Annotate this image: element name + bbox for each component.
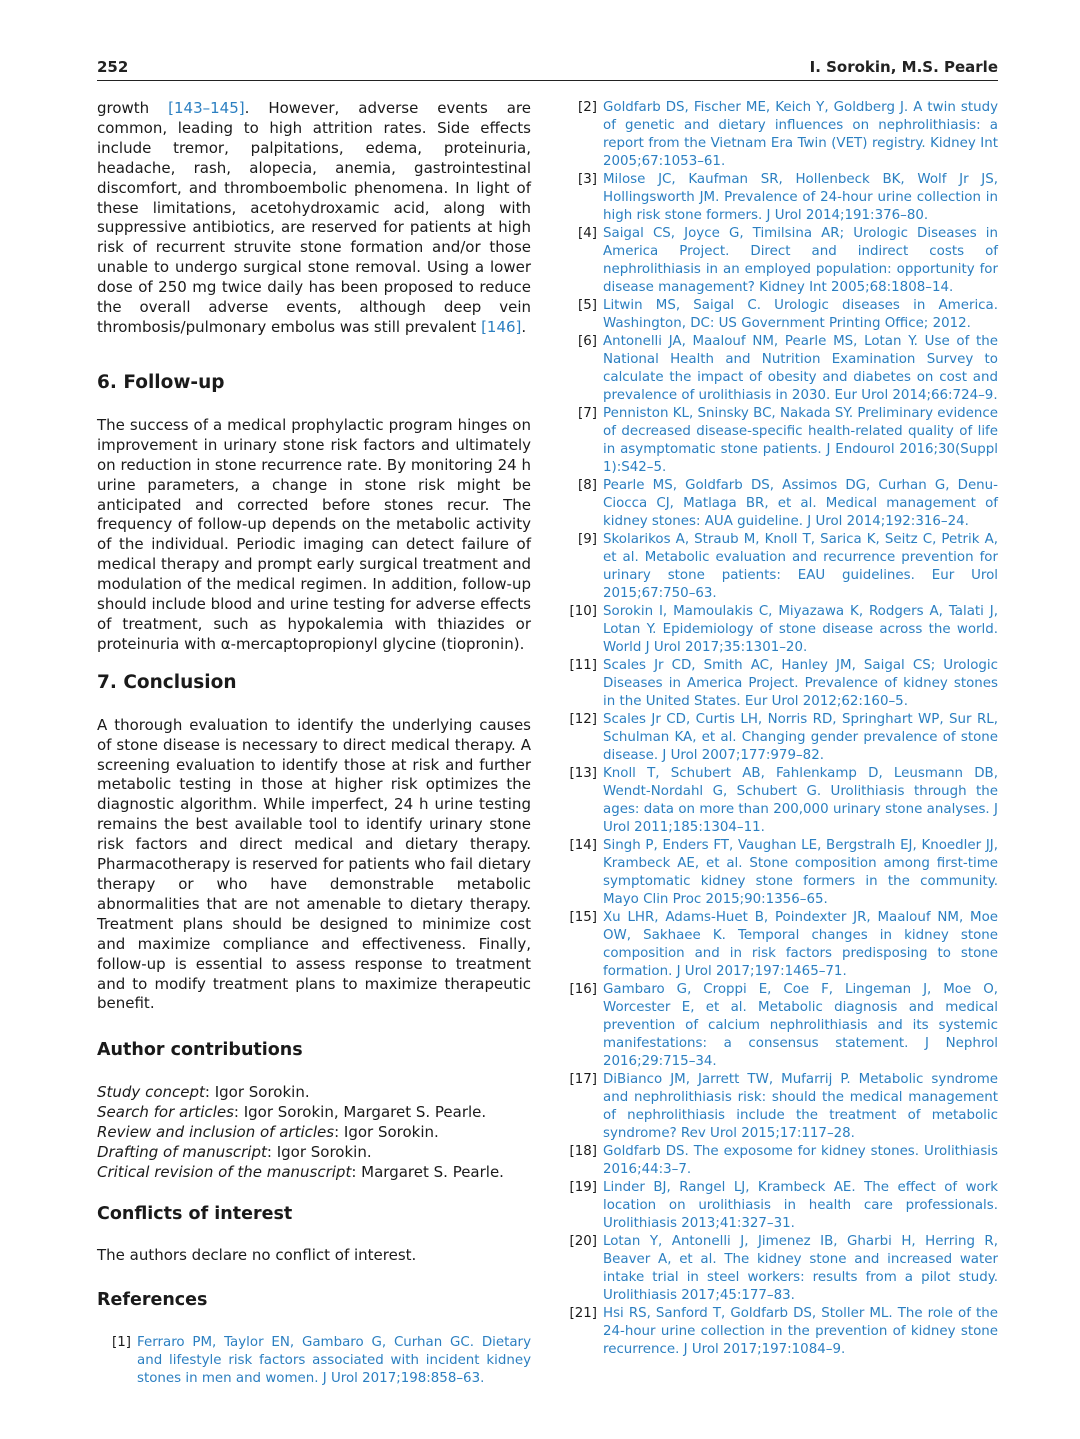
contribution-line xyxy=(97,1122,531,1142)
reference-number: [6] xyxy=(578,334,597,349)
contribution-value: : Igor Sorokin. xyxy=(204,1083,310,1102)
reference-text: Antonelli JA, Maalouf NM, Pearle MS, Lotan Y. Use of the National Health and Nutrition Examination Survey to calculate the impact of obesity and diabetes on cost and prevalence of urolithiasis in 2030. Eur Urol 2014;66:724–9. xyxy=(603,334,998,403)
intro-paragraph xyxy=(97,99,531,338)
reference-text: Skolarikos A, Straub M, Knoll T, Sarica K, Seitz C, Petrik A, et al. Metabolic evaluation and recurrence prevention for urinary stone patients: EAU guidelines. Eur Urol 2015;67:750–63. xyxy=(603,532,998,601)
reference-number: [20] xyxy=(569,1234,597,1249)
reference-number: [17] xyxy=(569,1072,597,1087)
reference-item[interactable] xyxy=(569,1179,998,1233)
reference-text: Goldfarb DS. The exposome for kidney stones. Urolithiasis 2016;44:3–7. xyxy=(603,1144,998,1177)
contributions-list xyxy=(97,1082,531,1182)
reference-item[interactable] xyxy=(569,603,998,657)
reference-text: Saigal CS, Joyce G, Timilsina AR; Urologic Diseases in America Project. Direct and indirect costs of nephrolithiasis in an employed population: opportunity for disease management? Kidney Int 2005;68:1808–14. xyxy=(603,226,998,295)
conclusion-paragraph: A thorough evaluation to identify the underlying causes of stone disease is necessary to direct medical therapy. A screening evaluation to identify those at risk and further metabolic testing in those at higher risk optimizes the diagnostic algorithm. While imperfect, 24 h urine testing remains the best available tool to identify urinary stone risk factors and direct medical and dietary therapy. Pharmacotherapy is reserved for patients who fail dietary therapy or who have demonstrable metabolic abnormalities that are not amenable to dietary therapy. Treatment plans should be designed to minimize cost and maximize compliance and effectiveness. Finally, follow-up is essential to assess response to treatment and to modify treatment plans to maximize therapeutic benefit. xyxy=(97,715,531,1013)
reference-item[interactable] xyxy=(569,711,998,765)
reference-text: Goldfarb DS, Fischer ME, Keich Y, Goldberg J. A twin study of genetic and dietary influences on nephrolithiasis: a report from the Vietnam Era Twin (VET) registry. Kidney Int 2005;67:1053–61. xyxy=(603,100,998,169)
section-heading-conclusion: 7. Conclusion xyxy=(97,671,237,693)
section-heading-followup: 6. Follow-up xyxy=(97,371,225,393)
reference-number: [21] xyxy=(569,1306,597,1321)
reference-text: Scales Jr CD, Smith AC, Hanley JM, Saigal CS; Urologic Diseases in America Project. Prevalence of kidney stones in the United States. Eur Urol 2012;62:160–5. xyxy=(603,658,998,709)
right-column xyxy=(569,99,998,1359)
reference-item[interactable] xyxy=(569,297,998,333)
page-header xyxy=(97,56,998,81)
reference-number: [19] xyxy=(569,1180,597,1195)
reference-number: [13] xyxy=(569,766,597,781)
section-heading-references: References xyxy=(97,1290,208,1311)
citation-link[interactable]: [146] xyxy=(481,317,522,336)
reference-item[interactable] xyxy=(569,531,998,603)
reference-item[interactable] xyxy=(569,225,998,297)
left-column xyxy=(97,99,531,1388)
reference-item[interactable] xyxy=(569,981,998,1071)
reference-number: [4] xyxy=(578,226,597,241)
reference-number: [18] xyxy=(569,1144,597,1159)
reference-number: [14] xyxy=(569,838,597,853)
intro-text-before: growth xyxy=(97,99,169,117)
reference-text: Linder BJ, Rangel LJ, Krambeck AE. The effect of work location on urolithiasis in health care professionals. Urolithiasis 2013;41:327–31. xyxy=(603,1180,998,1231)
reference-item[interactable] xyxy=(569,1143,998,1179)
contribution-label: Review and inclusion of articles xyxy=(97,1123,335,1142)
reference-item[interactable] xyxy=(569,477,998,531)
contribution-value: : Igor Sorokin, Margaret S. Pearle. xyxy=(233,1103,487,1122)
reference-text: Knoll T, Schubert AB, Fahlenkamp D, Leusmann DB, Wendt-Nordahl G, Schubert G. Urolithiasis through the ages: data on more than 200,000 urinary stone analyses. J Urol 2011;185:1304–11. xyxy=(603,766,998,835)
contribution-line xyxy=(97,1102,531,1122)
section-heading-contributions: Author contributions xyxy=(97,1040,303,1061)
reference-text: Milose JC, Kaufman SR, Hollenbeck BK, Wolf Jr JS, Hollingsworth JM. Prevalence of 24-hour urine collection in high risk stone formers. J Urol 2014;191:376–80. xyxy=(603,172,998,223)
contribution-line xyxy=(97,1142,531,1162)
reference-text: DiBianco JM, Jarrett TW, Mufarrij P. Metabolic syndrome and nephrolithiasis risk: should the medical management of nephrolithiasis include the treatment of metabolic syndrome? Rev Urol 2015;17:117–28. xyxy=(603,1072,998,1141)
reference-text: Ferraro PM, Taylor EN, Gambaro G, Curhan GC. Dietary and lifestyle risk factors associated with incident kidney stones in men and women. J Urol 2017;198:858–63. xyxy=(137,1335,531,1387)
contribution-line xyxy=(97,1082,531,1102)
contribution-label: Drafting of manuscript xyxy=(97,1143,267,1162)
reference-number: [8] xyxy=(578,478,597,493)
reference-number: [15] xyxy=(569,910,597,925)
reference-number: [12] xyxy=(569,712,597,727)
reference-number: [16] xyxy=(569,982,597,997)
reference-number: [2] xyxy=(578,100,597,115)
reference-item[interactable] xyxy=(569,909,998,981)
contribution-value: : Igor Sorokin. xyxy=(334,1123,439,1142)
reference-list-right xyxy=(569,99,998,1359)
reference-item[interactable] xyxy=(569,405,998,477)
section-heading-conflicts: Conflicts of interest xyxy=(97,1204,293,1225)
reference-text: Lotan Y, Antonelli J, Jimenez IB, Gharbi H, Herring R, Beaver A, et al. The kidney stone and increased water intake trial in steel workers: results from a pilot study. Urolithiasis 2017;45:177–83. xyxy=(603,1234,998,1303)
contribution-value: : Margaret S. Pearle. xyxy=(351,1163,504,1182)
reference-item[interactable] xyxy=(569,1233,998,1305)
reference-item[interactable] xyxy=(569,1071,998,1143)
contribution-label: Critical revision of the manuscript xyxy=(97,1163,352,1182)
contribution-line xyxy=(97,1162,531,1182)
reference-number: [9] xyxy=(578,532,597,547)
reference-item[interactable] xyxy=(569,99,998,171)
reference-item[interactable] xyxy=(569,837,998,909)
reference-text: Hsi RS, Sanford T, Goldfarb DS, Stoller ML. The role of the 24-hour urine collection in the prevention of kidney stone recurrence. J Urol 2017;197:1084–9. xyxy=(603,1306,998,1357)
reference-text: Scales Jr CD, Curtis LH, Norris RD, Springhart WP, Sur RL, Schulman KA, et al. Changing gender prevalence of stone disease. J Urol 2007;177:979–82. xyxy=(603,712,998,763)
reference-list-left xyxy=(103,1334,531,1388)
reference-text: Xu LHR, Adams-Huet B, Poindexter JR, Maalouf NM, Moe OW, Sakhaee K. Temporal changes in kidney stone composition and in risk factors predisposing to stone formation. J Urol 2017;197:1465–71. xyxy=(603,910,998,979)
running-head: I. Sorokin, M.S. Pearle xyxy=(809,58,998,76)
reference-number: [5] xyxy=(578,298,597,313)
conflicts-paragraph: The authors declare no conflict of interest. xyxy=(97,1246,417,1265)
reference-text: Sorokin I, Mamoulakis C, Miyazawa K, Rodgers A, Talati J, Lotan Y. Epidemiology of stone disease across the world. World J Urol 2017;35:1301–20. xyxy=(603,604,998,655)
reference-item[interactable] xyxy=(569,657,998,711)
reference-item[interactable] xyxy=(569,333,998,405)
reference-number: [11] xyxy=(569,658,597,673)
reference-text: Penniston KL, Sninsky BC, Nakada SY. Preliminary evidence of decreased disease-specific health-related quality of life in asymptomatic stone patients. J Endourol 2016;30(Suppl 1):S42–5. xyxy=(603,406,998,475)
reference-number: [10] xyxy=(569,604,597,619)
intro-text-end: . xyxy=(521,317,527,336)
page-number: 252 xyxy=(97,58,129,76)
reference-item[interactable] xyxy=(569,1305,998,1359)
intro-text-after: . However, adverse events are common, leading to high attrition rates. Side effects include tremor, palpitations, edema, proteinuria, headache, rash, alopecia, anemia, gastrointestinal discomfort, and thromboembolic phenomena. In light of these limitations, acetohydroxamic acid, along with suppressive antibiotics, are reserved for patients at high risk of recurrent struvite stone formation and/or those unable to undergo surgical stone removal. Using a lower dose of 250 mg twice daily has been proposed to reduce the overall adverse events, although deep vein thrombosis/pulmonary embolus was still prevalent xyxy=(97,99,531,336)
reference-number: [7] xyxy=(578,406,597,421)
reference-text: Singh P, Enders FT, Vaughan LE, Bergstralh EJ, Knoedler JJ, Krambeck AE, et al. Stone composition among first-time symptomatic kidney stone formers in the community. Mayo Clin Proc 2015;90:1356–65. xyxy=(603,838,998,907)
reference-item[interactable] xyxy=(569,171,998,225)
reference-number: [1] xyxy=(112,1335,131,1351)
reference-item[interactable] xyxy=(569,765,998,837)
citation-link[interactable]: [143–145] xyxy=(168,99,245,117)
reference-number: [3] xyxy=(578,172,597,187)
reference-text: Gambaro G, Croppi E, Coe F, Lingeman J, Moe O, Worcester E, et al. Metabolic diagnosis and medical prevention of calcium nephrolithiasis and its systemic manifestations: a consensus statement. J Nephrol 2016;29:715–34. xyxy=(603,982,998,1069)
contribution-label: Study concept xyxy=(97,1083,205,1102)
reference-text: Pearle MS, Goldfarb DS, Assimos DG, Curhan G, Denu-Ciocca CJ, Matlaga BR, et al. Medical management of kidney stones: AUA guideline. J Urol 2014;192:316–24. xyxy=(603,478,998,529)
followup-paragraph: The success of a medical prophylactic program hinges on improvement in urinary stone risk factors and ultimately on reduction in stone recurrence rate. By monitoring 24 h urine parameters, a change in stone risk might be anticipated and corrected before stones recur. The frequency of follow-up depends on the metabolic activity of the individual. Periodic imaging can detect failure of medical therapy and prompt early surgical treatment and modulation of the medical regimen. In addition, follow-up should include blood and urine testing for adverse effects of treatment, such as hypokalemia with thiazides or proteinuria with α-mercaptopropionyl glycine (tiopronin). xyxy=(97,415,531,653)
contribution-value: : Igor Sorokin. xyxy=(266,1143,372,1162)
reference-text: Litwin MS, Saigal C. Urologic diseases in America. Washington, DC: US Government Printing Office; 2012. xyxy=(603,298,998,331)
contribution-label: Search for articles xyxy=(97,1103,234,1122)
reference-item[interactable] xyxy=(103,1334,531,1388)
